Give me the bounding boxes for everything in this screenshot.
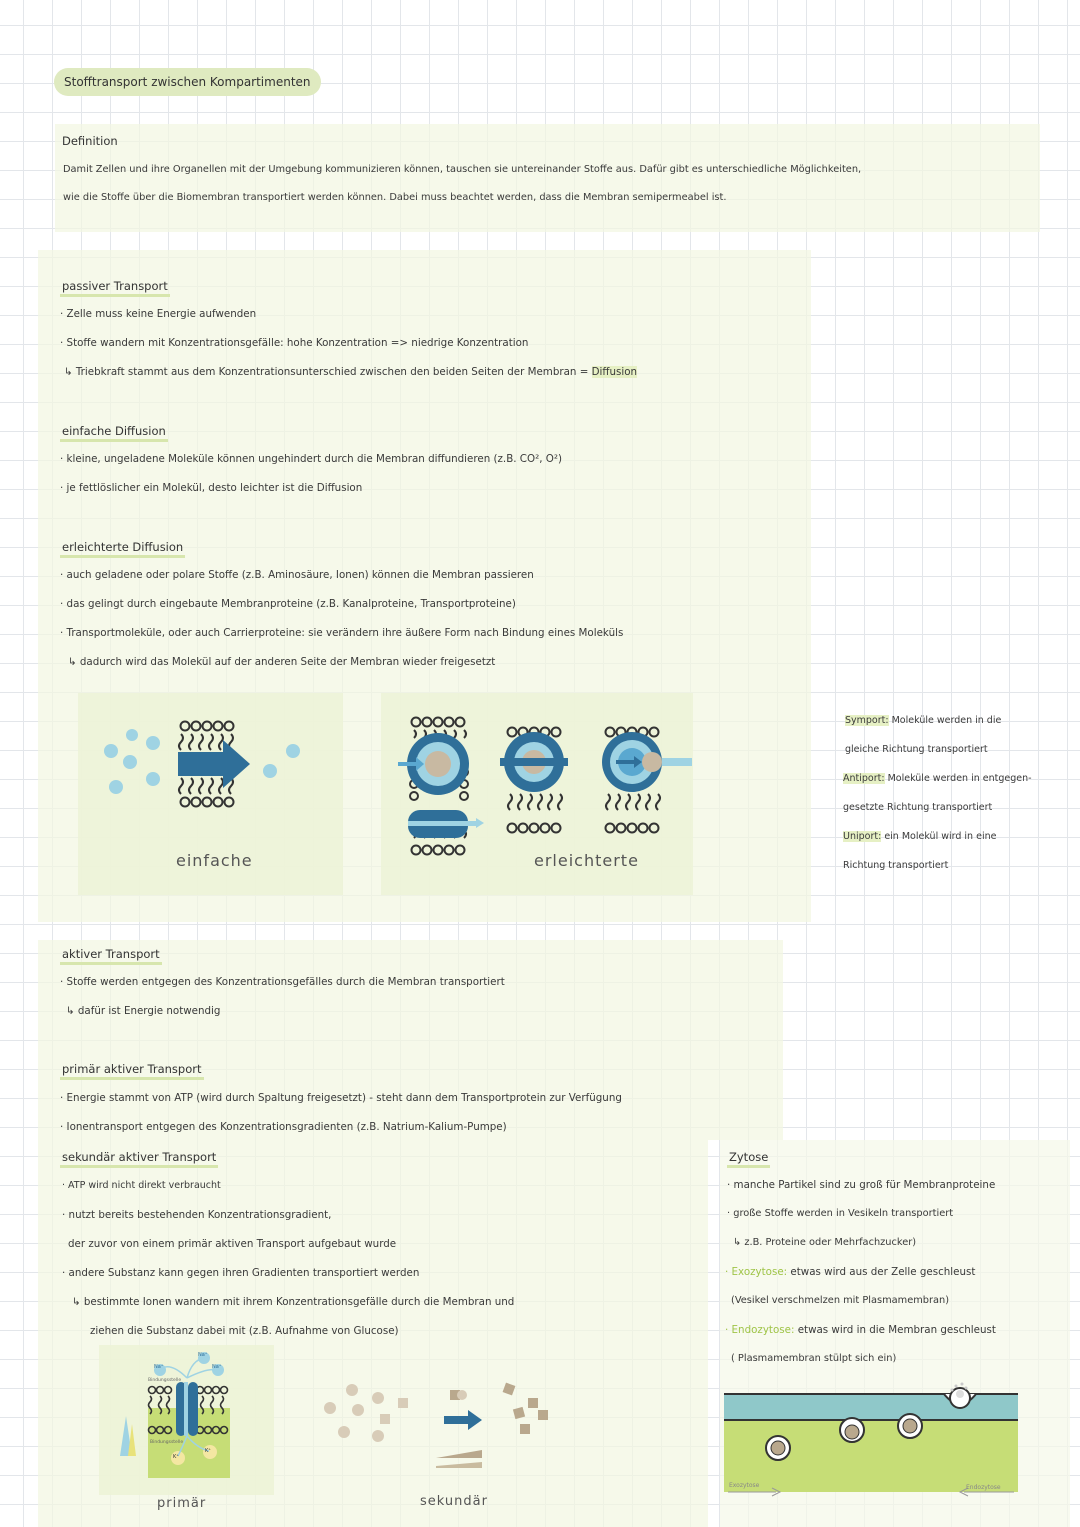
secondary-line-4: · andere Substanz kann gegen ihren Gradienten transportiert werden: [62, 1267, 420, 1279]
antiport-note-line-2: gesetzte Richtung transportiert: [843, 802, 993, 813]
exocytosis-line-2: (Vesikel verschmelzen mit Plasmamembran): [731, 1295, 950, 1306]
uniport-note-line-1: [843, 830, 996, 844]
secondary-line-2: · nutzt bereits bestehenden Konzentrationsgradient,: [62, 1209, 332, 1221]
facilitated-line-1: · auch geladene oder polare Stoffe (z.B. Aminosäure, Ionen) können die Membran passieren: [60, 569, 534, 581]
symport-note-line-1: [845, 714, 1001, 728]
simple-line-1: · kleine, ungeladene Moleküle können ungehindert durch die Membran diffundieren (z.B. CO², O²): [60, 453, 563, 465]
passive-line-3: [64, 365, 637, 379]
endocytosis-line-2: ( Plasmamembran stülpt sich ein): [731, 1353, 897, 1364]
facilitated-line-4: ↳ dadurch wird das Molekül auf der anderen Seite der Membran wieder freigesetzt: [68, 656, 496, 668]
symport-text: Moleküle werden in die: [888, 715, 1002, 726]
zytose-line-1: · manche Partikel sind zu groß für Membranproteine: [727, 1179, 996, 1191]
secondary-line-6: ziehen die Substanz dabei mit (z.B. Aufnahme von Glucose): [90, 1325, 399, 1337]
simple-diffusion-heading: einfache Diffusion: [60, 423, 168, 442]
exocytosis-text: etwas wird aus der Zelle geschleust: [787, 1266, 976, 1278]
pump-label-k-1: K⁺: [173, 1454, 179, 1460]
simple-diffusion-diagram: [95, 718, 325, 818]
pump-label-na-3: Na⁺: [212, 1364, 222, 1370]
primary-line-2: · Ionentransport entgegen des Konzentrationsgradienten (z.B. Natrium-Kalium-Pumpe): [60, 1121, 507, 1133]
secondary-active-heading: sekundär aktiver Transport: [60, 1149, 218, 1168]
passive-line-3-text: ↳ Triebkraft stammt aus dem Konzentrationsunterschied zwischen den beiden Seiten der Membran =: [64, 366, 592, 378]
endocytosis-diagram-label: Endozytose: [966, 1484, 1001, 1491]
pump-label-na-2: Na⁺: [198, 1352, 208, 1358]
antiport-text: Moleküle werden in entgegen-: [884, 773, 1032, 784]
exocytosis-term: · Exozytose:: [725, 1266, 788, 1278]
uniport-text: ein Molekül wird in eine: [881, 831, 997, 842]
definition-heading: Definition: [62, 134, 118, 148]
definition-panel: [55, 124, 1040, 232]
primary-active-heading: primär aktiver Transport: [60, 1061, 204, 1080]
symport-term: Symport:: [845, 715, 889, 726]
exocytosis-diagram-label: Exozytose: [729, 1482, 760, 1489]
active-transport-heading: aktiver Transport: [60, 946, 162, 965]
exocytosis-line-1: [725, 1265, 975, 1279]
pump-label-binding-site-bottom: Bindungsstelle: [150, 1440, 184, 1445]
primary-figure-label: primär: [157, 1496, 207, 1511]
active-line-1: · Stoffe werden entgegen des Konzentrationsgefälles durch die Membran transportiert: [60, 976, 505, 988]
zytose-line-3: ↳ z.B. Proteine oder Mehrfachzucker): [733, 1237, 917, 1248]
definition-line-2: wie die Stoffe über die Biomembran transportiert werden können. Dabei muss beachtet werden, dass die Membran semipermeabel ist.: [63, 192, 727, 203]
sodium-potassium-pump-diagram: [112, 1348, 282, 1488]
page-title: Stofftransport zwischen Kompartimenten: [54, 68, 321, 96]
antiport-note-line-1: [843, 772, 1032, 786]
zytosis-diagram: [724, 1384, 1024, 1494]
facilitated-diffusion-heading: erleichterte Diffusion: [60, 539, 185, 558]
active-line-2: ↳ dafür ist Energie notwendig: [66, 1005, 221, 1017]
zytose-line-2: · große Stoffe werden in Vesikeln transportiert: [727, 1208, 954, 1219]
zytose-heading: Zytose: [727, 1149, 770, 1168]
symport-note-line-2: gleiche Richtung transportiert: [845, 744, 988, 755]
diffusion-term: Diffusion: [591, 366, 638, 378]
primary-line-1: · Energie stammt von ATP (wird durch Spaltung freigesetzt) - steht dann dem Transportprotein zur Verfügung: [60, 1092, 622, 1104]
facilitated-line-3: · Transportmoleküle, oder auch Carrierproteine: sie verändern ihre äußere Form nach Bindung eines Moleküls: [60, 627, 624, 639]
endocytosis-text: etwas wird in die Membran geschleust: [794, 1324, 996, 1336]
active-transport-panel: [38, 940, 783, 1140]
antiport-term: Antiport:: [843, 773, 885, 784]
facilitated-diffusion-diagram: [392, 712, 712, 862]
secondary-line-5: ↳ bestimmte Ionen wandern mit ihrem Konzentrationsgefälle durch die Membran und: [72, 1296, 515, 1308]
pump-label-k-2: K⁺: [205, 1448, 211, 1454]
passive-transport-heading: passiver Transport: [60, 278, 170, 297]
facilitated-line-2: · das gelingt durch eingebaute Membranproteine (z.B. Kanalproteine, Transportproteine): [60, 598, 516, 610]
pump-label-na-1: Na⁺: [154, 1364, 164, 1370]
endocytosis-term: · Endozytose:: [725, 1324, 795, 1336]
secondary-figure-label: sekundär: [420, 1494, 488, 1509]
uniport-note-line-2: Richtung transportiert: [843, 860, 949, 871]
uniport-term: Uniport:: [843, 831, 882, 842]
simple-line-2: · je fettlöslicher ein Molekül, desto leichter ist die Diffusion: [60, 482, 363, 494]
endocytosis-line-1: [725, 1323, 996, 1337]
secondary-line-3: der zuvor von einem primär aktiven Transport aufgebaut wurde: [68, 1238, 397, 1250]
simple-diffusion-label: einfache: [176, 851, 253, 870]
facilitated-diffusion-label: erleichterte: [534, 851, 639, 870]
passive-line-2: · Stoffe wandern mit Konzentrationsgefälle: hohe Konzentration => niedrige Konzentration: [60, 337, 529, 349]
passive-line-1: · Zelle muss keine Energie aufwenden: [60, 308, 257, 320]
secondary-line-1: · ATP wird nicht direkt verbraucht: [62, 1180, 221, 1191]
secondary-transport-diagram: [316, 1380, 556, 1480]
definition-line-1: Damit Zellen und ihre Organellen mit der Umgebung kommunizieren können, tauschen sie untereinander Stoffe aus. Dafür gibt es unterschiedliche Möglichkeiten,: [63, 164, 862, 175]
pump-label-binding-site-top: Bindungsstelle: [148, 1378, 182, 1383]
